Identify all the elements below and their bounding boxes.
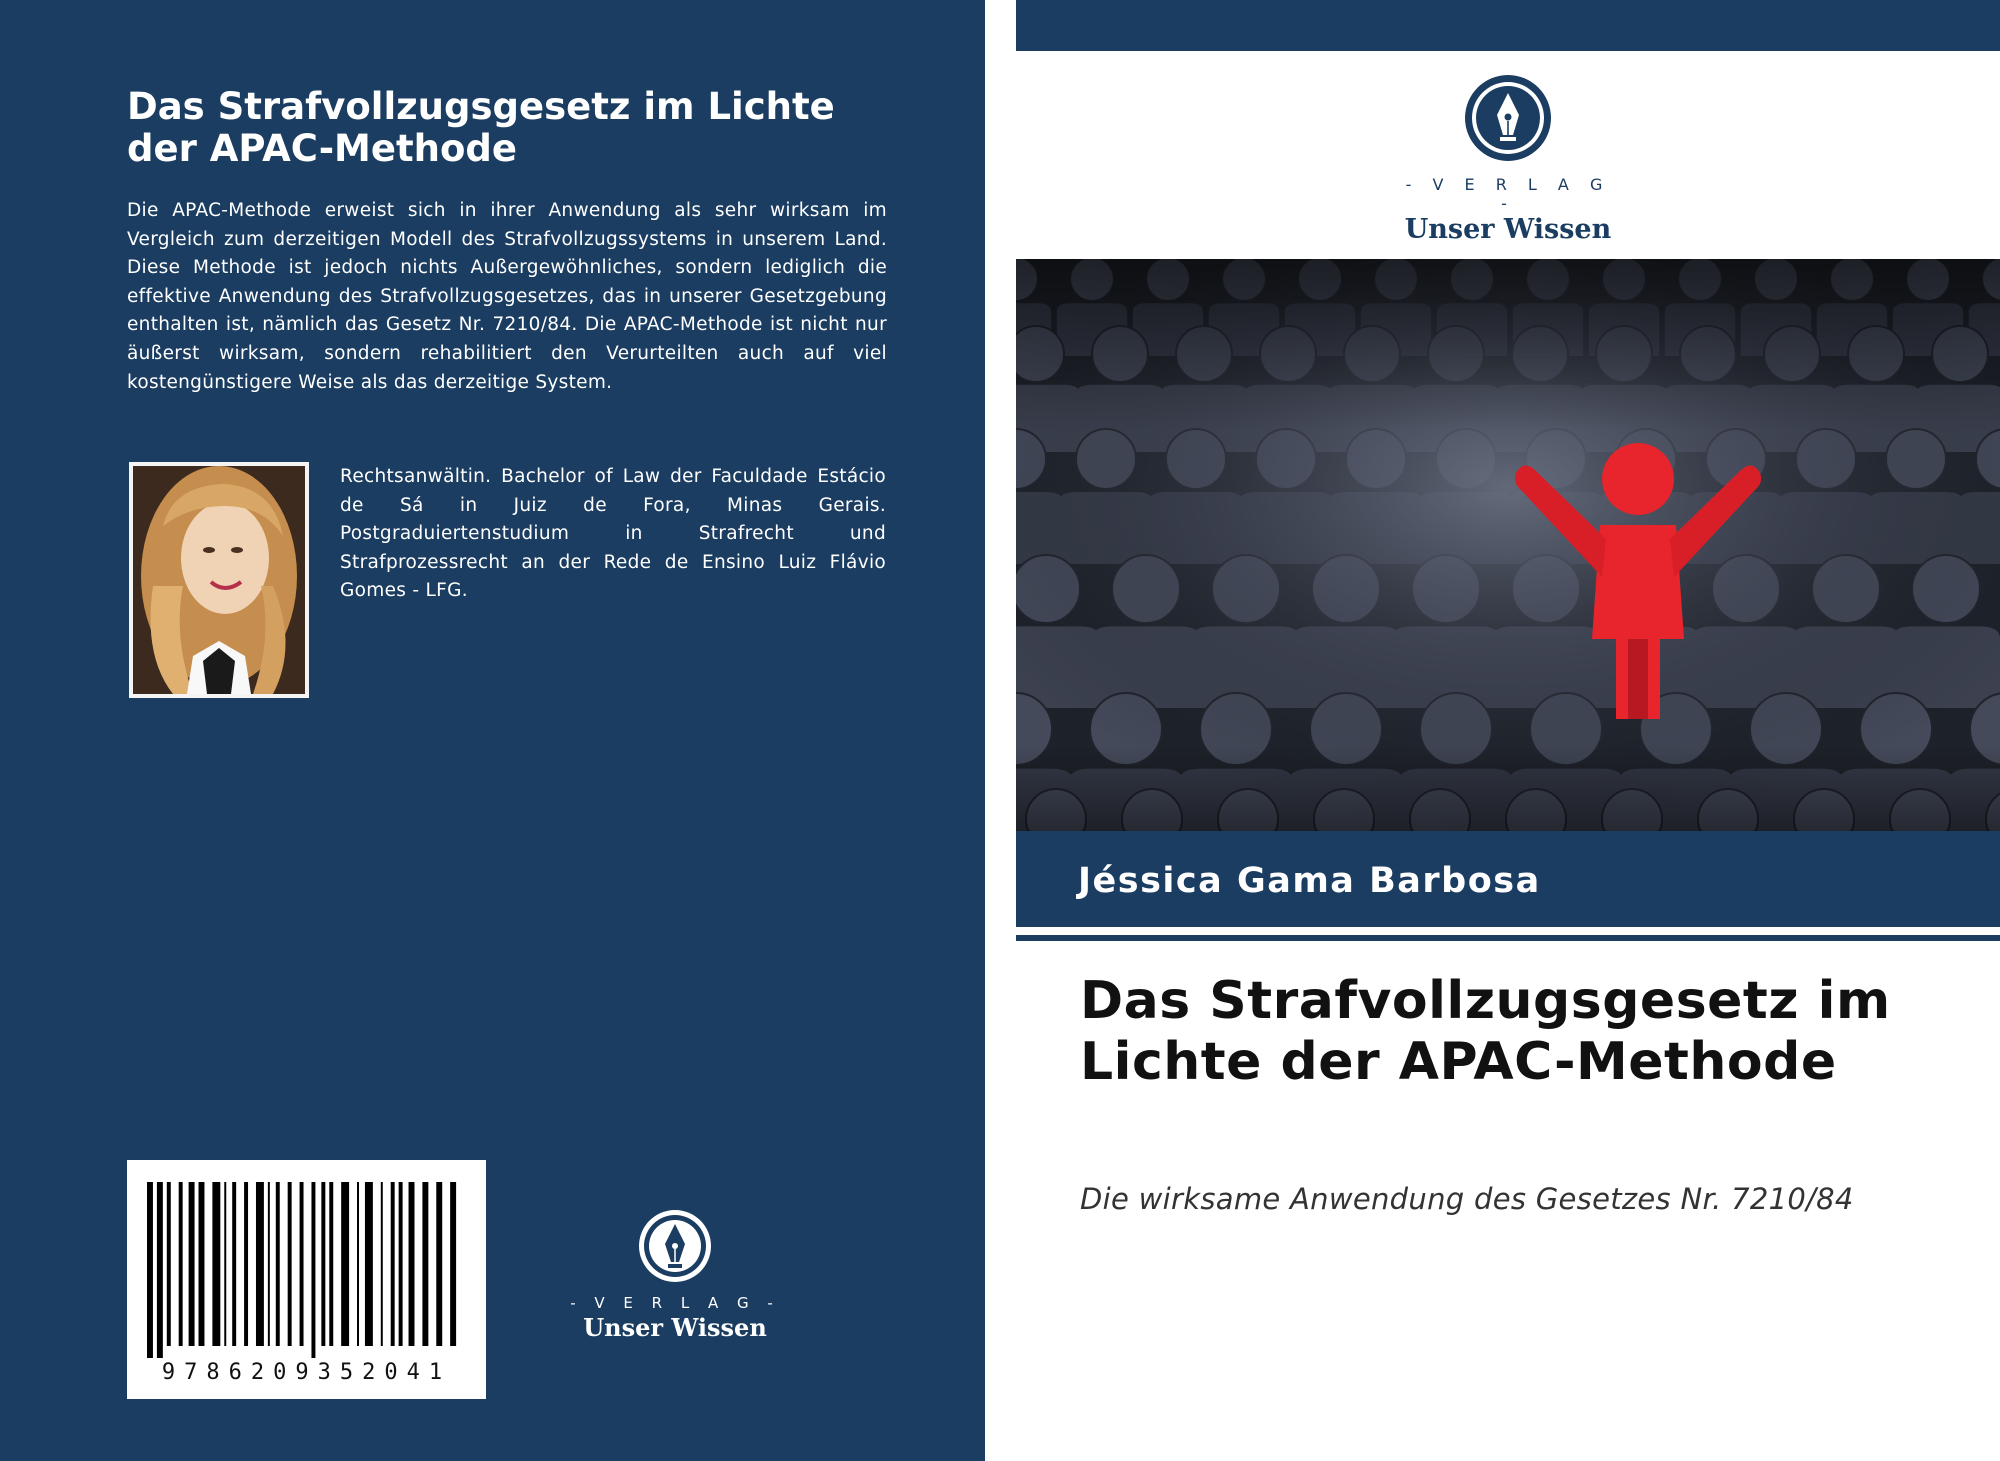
back-cover-title: Das Strafvollzugsgesetz im Lichte der APAC-Methode [127, 85, 835, 170]
back-verlag-label: - V E R L A G - [570, 1294, 780, 1312]
book-blurb: Die APAC-Methode erweist sich in ihrer Anwendung als sehr wirksam im Vergleich zum derzeitigen Modell des Strafvollzugssystems in unserem Land. Diese Methode ist jedoch nichts Außergewöhnliches, sondern lediglich die effektive Anwendung des Strafvollzugsgesetzes, das in unserer Gesetzgebung enthalten ist, nämlich das Gesetz Nr. 7210/84. Die APAC-Methode ist nicht nur äußerst wirksam, sondern rehabilitiert den Verurteilten auch auf viel kostengünstigere Weise als das derzeitige System. [127, 200, 887, 393]
back-cover [0, 0, 985, 1461]
front-verlag-label: - V E R L A G - [1405, 175, 1611, 213]
front-publisher-logo [1396, 73, 1620, 245]
title-divider [1016, 935, 2000, 941]
fountain-pen-nib-icon [1463, 73, 1553, 163]
author-band [1016, 831, 2000, 927]
cover-illustration [1016, 259, 2000, 831]
front-top-bar [1016, 0, 2000, 51]
spine [985, 0, 1016, 1461]
front-cover-subtitle: Die wirksame Anwendung des Gesetzes Nr. 7210/84 [1080, 1182, 1854, 1216]
back-publisher-logo [565, 1208, 785, 1342]
front-cover [1016, 0, 2000, 1461]
isbn-barcode [127, 1160, 486, 1399]
front-cover-title: Das Strafvollzugsgesetz im Lichte der APAC-Methode [1080, 971, 1891, 1092]
author-name: Jéssica Gama Barbosa [1078, 861, 1541, 901]
fountain-pen-nib-icon [637, 1208, 713, 1284]
author-biography: Rechtsanwältin. Bachelor of Law der Faculdade Estácio de Sá in Juiz de Fora, Minas Gerais. Postgraduiertenstudium in Strafrecht und Strafprozessrecht an der Rede de Ensino Luiz Flávio Gomes - LFG. [340, 466, 886, 602]
back-publisher-name: Unser Wissen [583, 1313, 767, 1342]
barcode-number: 9786209352041 [161, 1360, 452, 1385]
barcode-bars [147, 1182, 466, 1358]
author-photo [129, 462, 309, 698]
front-publisher-name: Unser Wissen [1404, 214, 1612, 245]
